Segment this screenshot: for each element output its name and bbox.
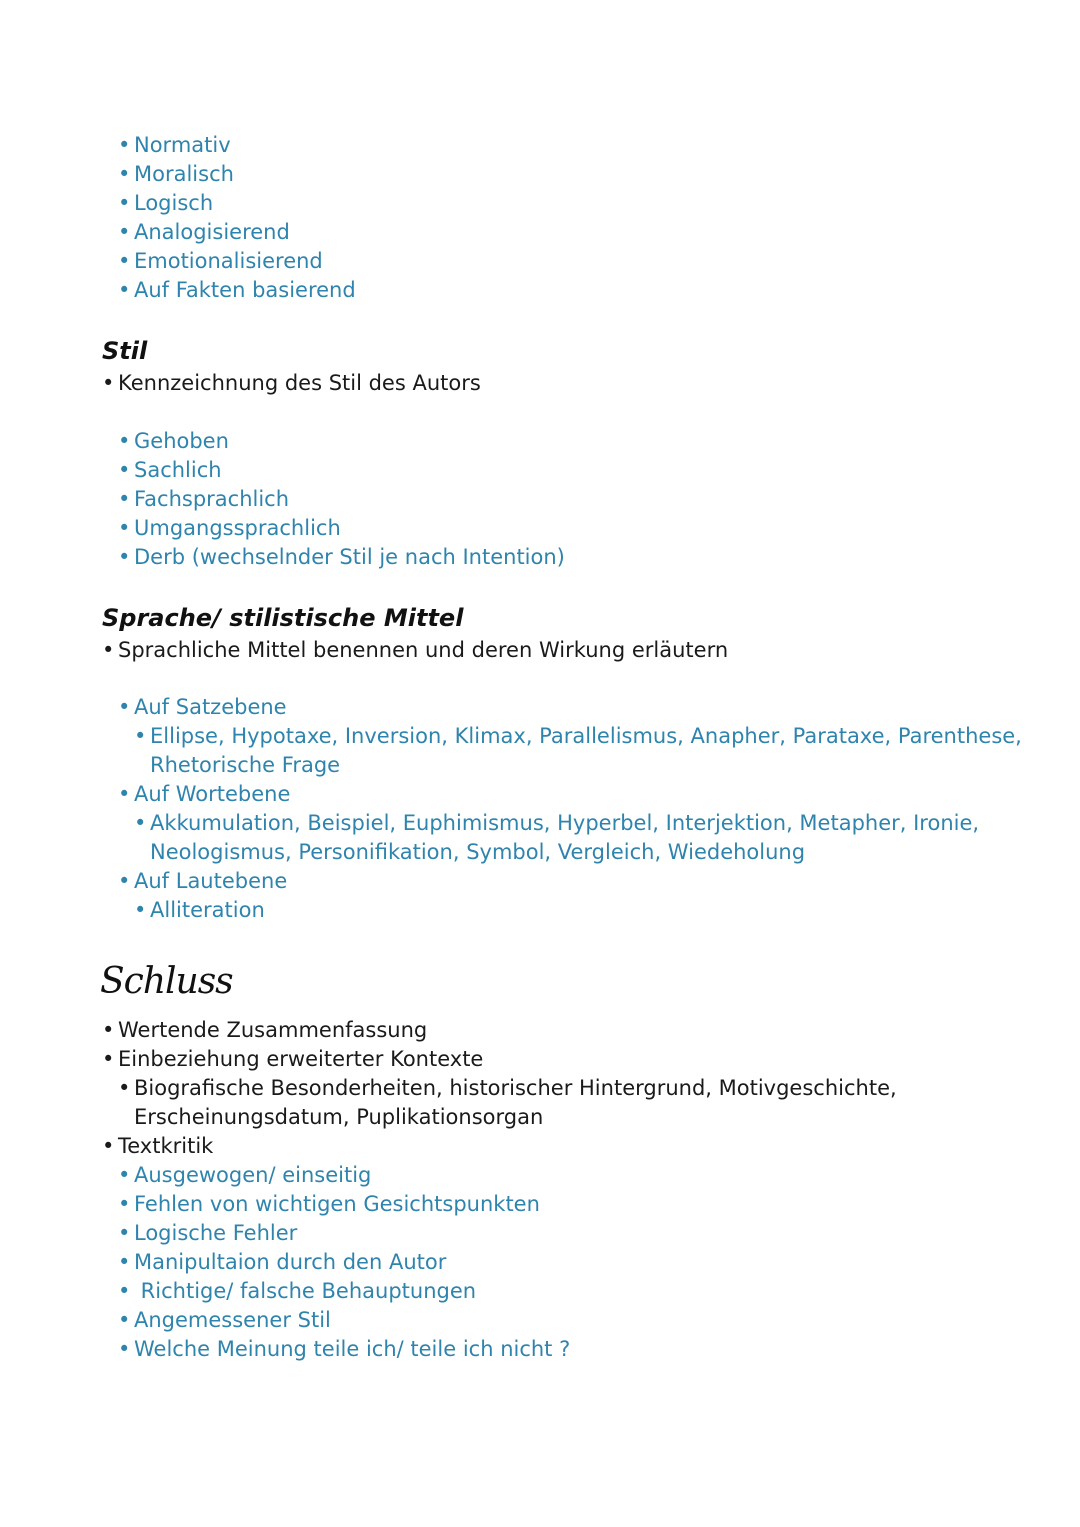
list-item: • Angemessener Stil bbox=[118, 1308, 331, 1332]
list-item: • Fehlen von wichtigen Gesichtspunkten bbox=[118, 1192, 540, 1216]
list-item: • Normativ bbox=[118, 133, 231, 157]
list-item: • Auf Wortebene bbox=[118, 782, 291, 806]
list-item: • Einbeziehung erweiterter Kontexte bbox=[102, 1047, 484, 1071]
list-item: • Ausgewogen/ einseitig bbox=[118, 1163, 372, 1187]
list-item: • Wertende Zusammenfassung bbox=[102, 1018, 428, 1042]
list-item: • Derb (wechselnder Stil je nach Intention) bbox=[118, 545, 565, 569]
list-item: • Auf Lautebene bbox=[118, 869, 288, 893]
list-item: • Umgangssprachlich bbox=[118, 516, 341, 540]
list-item: • Fachsprachlich bbox=[118, 487, 290, 511]
list-item: • Emotionalisierend bbox=[118, 249, 323, 273]
list-item-continuation: Erscheinungsdatum, Puplikationsorgan bbox=[134, 1105, 544, 1129]
list-item: • Biografische Besonderheiten, historischer Hintergrund, Motivgeschichte, bbox=[118, 1076, 897, 1100]
section-heading-schluss: Schluss bbox=[100, 961, 233, 1002]
list-item: • Richtige/ falsche Behauptungen bbox=[118, 1279, 477, 1303]
list-item: • Welche Meinung teile ich/ teile ich nicht ? bbox=[118, 1337, 571, 1361]
list-item: • Logisch bbox=[118, 191, 214, 215]
list-item-continuation: Rhetorische Frage bbox=[150, 753, 341, 777]
list-item: • Textkritik bbox=[102, 1134, 214, 1158]
list-item: • Kennzeichnung des Stil des Autors bbox=[102, 371, 481, 395]
list-item: • Manipultaion durch den Autor bbox=[118, 1250, 447, 1274]
list-item: • Auf Satzebene bbox=[118, 695, 287, 719]
list-item-continuation: Neologismus, Personifikation, Symbol, Vergleich, Wiedeholung bbox=[150, 840, 806, 864]
list-item: • Analogisierend bbox=[118, 220, 290, 244]
list-item: • Akkumulation, Beispiel, Euphimismus, Hyperbel, Interjektion, Metapher, Ironie, bbox=[134, 811, 980, 835]
list-item: • Ellipse, Hypotaxe, Inversion, Klimax, Parallelismus, Anapher, Parataxe, Parenthese, bbox=[134, 724, 1022, 748]
list-item: • Alliteration bbox=[134, 898, 265, 922]
section-heading-stil: Stil bbox=[102, 337, 148, 365]
list-item: • Sprachliche Mittel benennen und deren Wirkung erläutern bbox=[102, 638, 729, 662]
list-item: • Auf Fakten basierend bbox=[118, 278, 356, 302]
list-item: • Sachlich bbox=[118, 458, 222, 482]
section-heading-sprache: Sprache/ stilistische Mittel bbox=[102, 604, 464, 632]
list-item: • Gehoben bbox=[118, 429, 229, 453]
list-item: • Logische Fehler bbox=[118, 1221, 298, 1245]
list-item: • Moralisch bbox=[118, 162, 234, 186]
